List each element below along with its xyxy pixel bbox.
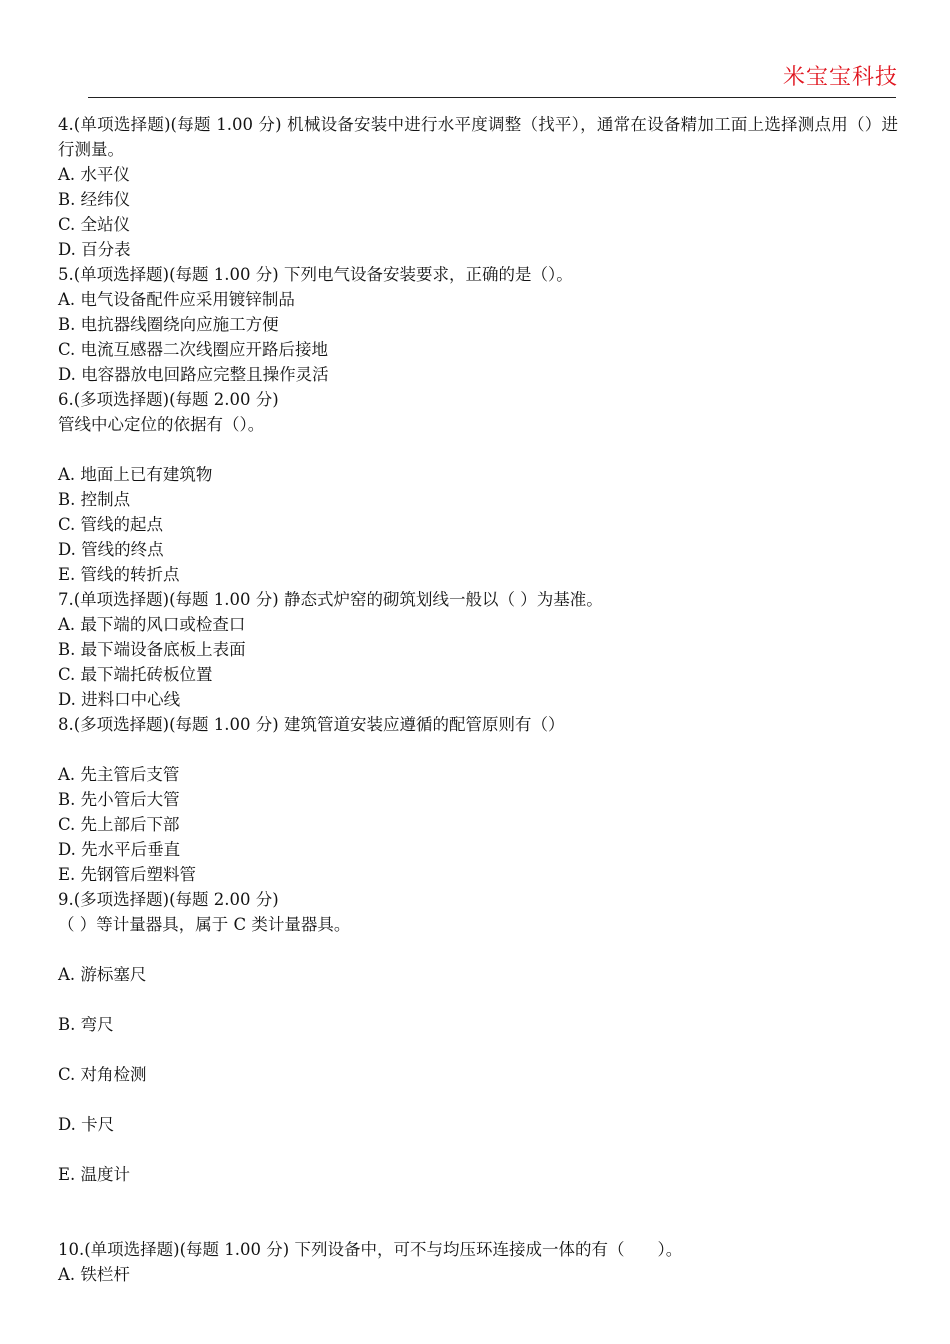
question-6-stem: 管线中心定位的依据有（）。 <box>58 415 265 434</box>
question-6-header: 6.(多项选择题)(每题 2.00 分) <box>58 390 279 409</box>
question-8-option-a: A. 先主管后支管 <box>58 765 180 784</box>
question-5-option-b: B. 电抗器线圈绕向应施工方便 <box>58 315 279 334</box>
question-8-option-b: B. 先小管后大管 <box>58 790 180 809</box>
question-9-stem: （ ）等计量器具，属于 C 类计量器具。 <box>58 915 351 934</box>
brand-logo-text: 米宝宝科技 <box>782 65 898 90</box>
question-4-option-a: A. 水平仪 <box>58 165 130 184</box>
question-10-option-a: A. 铁栏杆 <box>58 1265 130 1284</box>
question-7-header: 7.(单项选择题)(每题 1.00 分) 静态式炉窑的砌筑划线一般以（ ）为基准。 <box>58 590 603 609</box>
question-6-option-d: D. 管线的终点 <box>58 540 164 559</box>
blank-line <box>58 737 898 762</box>
question-9-option-d: D. 卡尺 <box>58 1115 115 1134</box>
question-4-option-b: B. 经纬仪 <box>58 190 131 209</box>
question-6-option-a: A. 地面上已有建筑物 <box>58 465 213 484</box>
question-6-option-e: E. 管线的转折点 <box>58 565 180 584</box>
question-9-option-c: C. 对角检测 <box>58 1065 147 1084</box>
blank-line <box>58 1087 898 1112</box>
question-7-option-a: A. 最下端的风口或检查口 <box>58 615 246 634</box>
blank-line <box>58 1212 898 1237</box>
question-6-option-c: C. 管线的起点 <box>58 515 164 534</box>
question-10-header: 10.(单项选择题)(每题 1.00 分) 下列设备中，可不与均压环连接成一体的有（ ）。 <box>58 1240 683 1259</box>
question-9-option-e: E. 温度计 <box>58 1165 131 1184</box>
blank-line <box>58 1037 898 1062</box>
question-5-option-c: C. 电流互感器二次线圈应开路后接地 <box>58 340 329 359</box>
blank-line <box>58 987 898 1012</box>
header-divider <box>88 97 896 98</box>
question-4-option-c: C. 全站仪 <box>58 215 131 234</box>
question-5-option-d: D. 电容器放电回路应完整且操作灵活 <box>58 365 329 384</box>
question-4-header: 4.(单项选择题)(每题 1.00 分) 机械设备安装中进行水平度调整（找平），通常在设备精加工面上选择测点用（）进行测量。 <box>58 115 898 159</box>
question-9-option-a: A. 游标塞尺 <box>58 965 147 984</box>
question-6-option-b: B. 控制点 <box>58 490 131 509</box>
question-list <box>58 112 898 1287</box>
question-4-option-d: D. 百分表 <box>58 240 131 259</box>
question-9-option-b: B. 弯尺 <box>58 1015 114 1034</box>
blank-line <box>58 937 898 962</box>
question-8-header: 8.(多项选择题)(每题 1.00 分) 建筑管道安装应遵循的配管原则有（） <box>58 715 565 734</box>
question-5-option-a: A. 电气设备配件应采用镀锌制品 <box>58 290 295 309</box>
question-8-option-c: C. 先上部后下部 <box>58 815 180 834</box>
question-8-option-d: D. 先水平后垂直 <box>58 840 181 859</box>
question-7-option-b: B. 最下端设备底板上表面 <box>58 640 246 659</box>
question-5-header: 5.(单项选择题)(每题 1.00 分) 下列电气设备安装要求，正确的是（）。 <box>58 265 573 284</box>
question-7-option-c: C. 最下端托砖板位置 <box>58 665 213 684</box>
blank-line <box>58 1137 898 1162</box>
blank-line <box>58 1187 898 1212</box>
blank-line <box>58 437 898 462</box>
question-7-option-d: D. 进料口中心线 <box>58 690 181 709</box>
question-8-option-e: E. 先钢管后塑料管 <box>58 865 197 884</box>
question-9-header: 9.(多项选择题)(每题 2.00 分) <box>58 890 279 909</box>
